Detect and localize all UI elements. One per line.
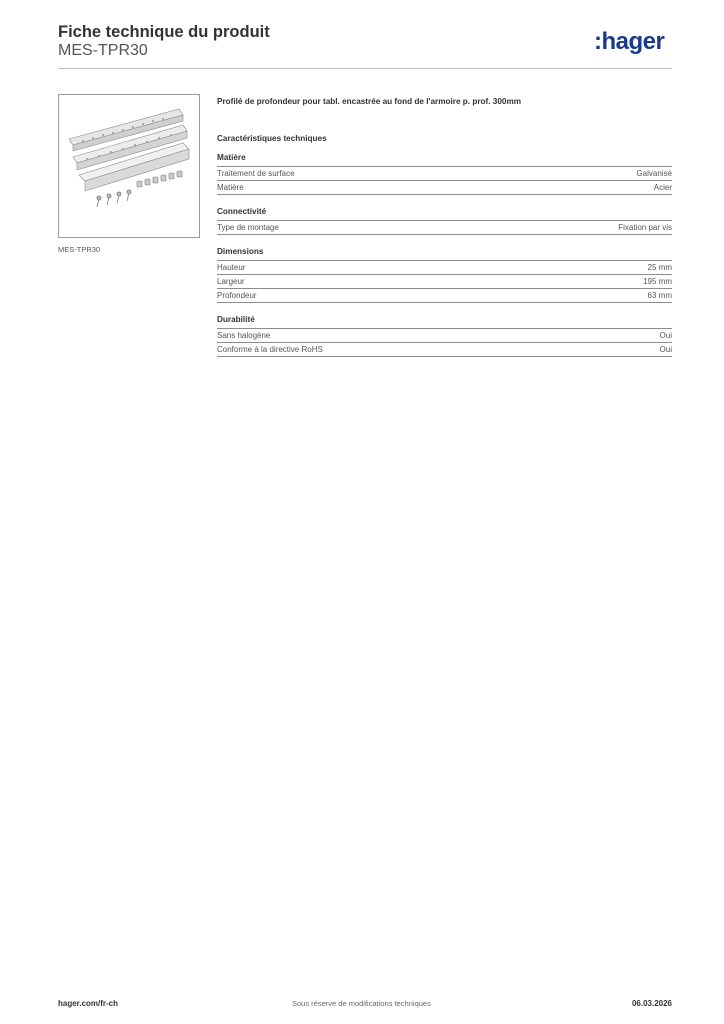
spec-row bbox=[217, 181, 672, 195]
spec-label: Hauteur bbox=[217, 263, 246, 272]
spec-label: Traitement de surface bbox=[217, 169, 295, 178]
spec-row bbox=[217, 343, 672, 357]
spec-value: Acier bbox=[653, 183, 672, 192]
footer-website-link[interactable]: hager.com/fr-ch bbox=[58, 999, 119, 1008]
spec-heading: Caractéristiques techniques bbox=[217, 134, 327, 143]
spec-value: Fixation par vis bbox=[618, 223, 672, 232]
spec-value: 195 mm bbox=[643, 277, 672, 286]
page-title: Fiche technique du produit bbox=[58, 23, 270, 41]
product-reference: MES-TPR30 bbox=[58, 42, 148, 59]
group-title: Dimensions bbox=[217, 246, 672, 261]
product-details bbox=[217, 96, 672, 357]
spec-label: Sans halogène bbox=[217, 331, 271, 340]
spec-row bbox=[217, 289, 672, 303]
spec-label: Profondeur bbox=[217, 291, 257, 300]
spec-value: Oui bbox=[659, 345, 672, 354]
spec-row bbox=[217, 261, 672, 275]
image-caption: MES-TPR30 bbox=[58, 245, 101, 254]
footer-date: 06.03.2026 bbox=[631, 999, 672, 1008]
spec-label: Type de montage bbox=[217, 223, 279, 232]
group-title: Matière bbox=[217, 152, 672, 167]
spec-row bbox=[217, 329, 672, 343]
spec-row bbox=[217, 221, 672, 235]
spec-value: Oui bbox=[659, 331, 672, 340]
spec-group-durabilite bbox=[217, 314, 672, 357]
spec-value: Galvanisé bbox=[636, 169, 672, 178]
spec-label: Matière bbox=[217, 183, 244, 192]
footer-disclaimer: Sous réserve de modifications techniques bbox=[292, 999, 431, 1008]
spec-groups bbox=[217, 152, 672, 357]
spec-value: 63 mm bbox=[647, 291, 672, 300]
spec-group-matiere bbox=[217, 152, 672, 195]
spec-row bbox=[217, 275, 672, 289]
hager-logo: :hager bbox=[594, 28, 665, 55]
spec-group-connectivite bbox=[217, 206, 672, 235]
product-image bbox=[58, 94, 200, 238]
spec-label: Conforme à la directive RoHS bbox=[217, 345, 323, 354]
spec-row bbox=[217, 167, 672, 181]
product-illustration bbox=[59, 95, 199, 237]
spec-value: 25 mm bbox=[647, 263, 672, 272]
header-divider bbox=[58, 68, 672, 69]
spec-label: Largeur bbox=[217, 277, 245, 286]
group-title: Connectivité bbox=[217, 206, 672, 221]
spec-group-dimensions bbox=[217, 246, 672, 303]
product-description: Profilé de profondeur pour tabl. encastrée au fond de l'armoire p. prof. 300mm bbox=[217, 97, 522, 106]
group-title: Durabilité bbox=[217, 314, 672, 329]
